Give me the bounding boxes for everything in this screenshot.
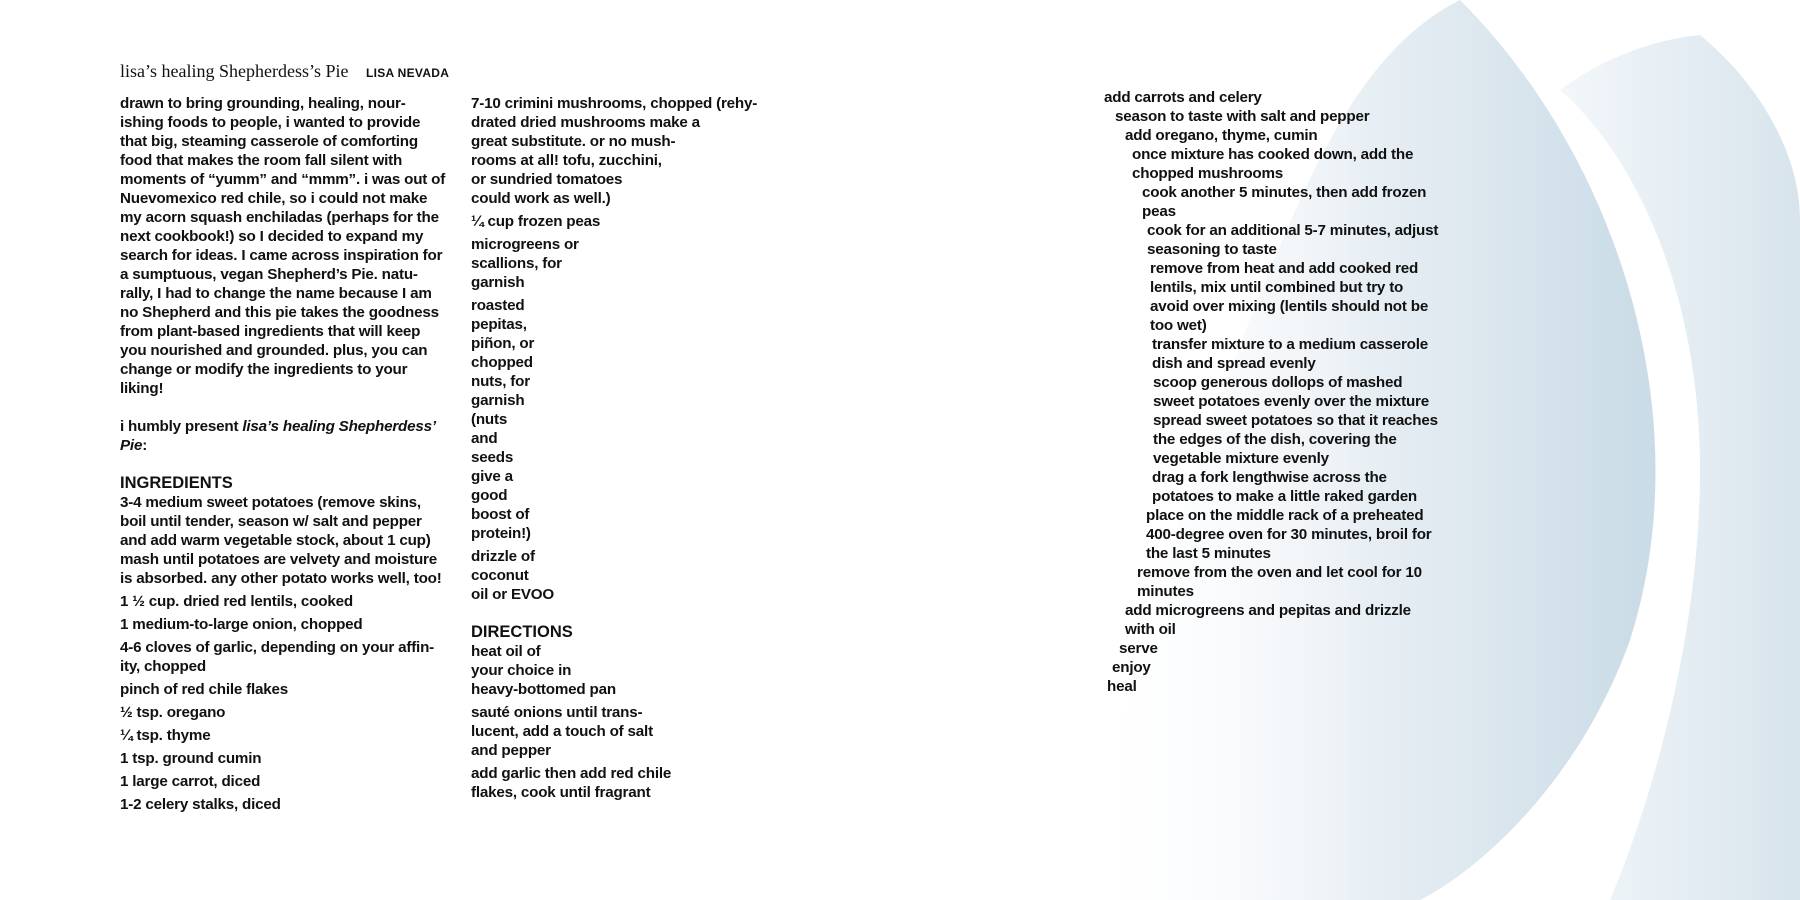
direction-step: enjoy bbox=[1112, 659, 1151, 676]
ingredient-item: pinch of red chile flakes bbox=[120, 681, 289, 698]
ingredient-item: 7-10 crimini mushrooms, chopped (rehy- drated dried mushrooms make a great substitute. or no mush- rooms at all! tofu, zucchini, or sundried tomatoes could work as well.) bbox=[471, 95, 758, 207]
ingredients-heading: INGREDIENTS bbox=[120, 474, 233, 492]
ingredient-item: 1 ½ cup. dried red lentils, cooked bbox=[120, 593, 353, 610]
direction-step: cook another 5 minutes, then add frozen peas bbox=[1142, 184, 1427, 220]
direction-step: add microgreens and pepitas and drizzle with oil bbox=[1125, 602, 1411, 638]
direction-step: drag a fork lengthwise across the potatoes to make a little raked garden bbox=[1152, 469, 1418, 505]
direction-step: cook for an additional 5-7 minutes, adjust seasoning to taste bbox=[1147, 222, 1439, 258]
direction-step: once mixture has cooked down, add the chopped mushrooms bbox=[1132, 146, 1414, 182]
direction-step: add carrots and celery bbox=[1104, 89, 1262, 106]
direction-step: remove from the oven and let cool for 10 minutes bbox=[1137, 564, 1422, 600]
ingredient-item: 1 tsp. ground cumin bbox=[120, 750, 262, 767]
direction-step: transfer mixture to a medium casserole dish and spread evenly bbox=[1152, 336, 1429, 372]
ingredient-item: 3-4 medium sweet potatoes (remove skins, boil until tender, season w/ salt and pepper and add warm vegetable stock, about 1 cup) mash until potatoes are velvety and moisture is absorbed. any other potato works well, too! bbox=[120, 494, 442, 587]
recipe-header bbox=[120, 61, 449, 82]
direction-step: place on the middle rack of a preheated 400-degree oven for 30 minutes, broil for the last 5 minutes bbox=[1146, 507, 1432, 562]
direction-step: add oregano, thyme, cumin bbox=[1125, 127, 1318, 144]
present-line bbox=[120, 417, 455, 455]
column-intro-ingredients bbox=[120, 94, 455, 814]
ingredient-item: roasted pepitas, piñon, or chopped nuts, for garnish (nuts and seeds give a good boost of protein!) bbox=[471, 297, 535, 542]
column-ingredients-directions bbox=[471, 94, 771, 802]
direction-step: heat oil of your choice in heavy-bottomed pan bbox=[471, 643, 616, 698]
ingredient-item: microgreens or scallions, for garnish bbox=[471, 236, 579, 291]
direction-step: serve bbox=[1119, 640, 1158, 657]
ingredient-item: 1-2 celery stalks, diced bbox=[120, 796, 281, 813]
direction-step: add garlic then add red chile flakes, cook until fragrant bbox=[471, 765, 672, 801]
direction-step: scoop generous dollops of mashed sweet potatoes evenly over the mixture bbox=[1153, 374, 1430, 410]
direction-step: heal bbox=[1107, 678, 1137, 695]
direction-step: season to taste with salt and pepper bbox=[1115, 108, 1370, 125]
ingredient-item: ¼ cup frozen peas bbox=[471, 213, 601, 230]
ingredient-item: 1 large carrot, diced bbox=[120, 773, 261, 790]
ingredient-item: 4-6 cloves of garlic, depending on your affin- ity, chopped bbox=[120, 639, 435, 675]
directions-heading: DIRECTIONS bbox=[471, 623, 573, 641]
present-prefix: i humbly present bbox=[120, 418, 243, 435]
present-dish-name: lisa’s healing Shepherdess’ Pie bbox=[120, 418, 436, 454]
ingredient-item: ¼ tsp. thyme bbox=[120, 727, 211, 744]
direction-step: sauté onions until trans- lucent, add a touch of salt and pepper bbox=[471, 704, 653, 759]
recipe-title: lisa’s healing Shepherdess’s Pie bbox=[120, 61, 349, 81]
column-directions-continued bbox=[1085, 88, 1485, 696]
ingredient-item: ½ tsp. oregano bbox=[120, 704, 226, 721]
ingredient-item: drizzle of coconut oil or EVOO bbox=[471, 548, 555, 603]
intro-paragraph: drawn to bring grounding, healing, nour- ishing foods to people, i wanted to provide that big, steaming casserole of comforting food that makes the room fall silent with moments of “yumm” and “mmm”. i was out of Nuevomexico red chile, so i could not make my acorn squash enchiladas (perhaps for the next cookbook!) so I decided to expand my search for ideas. I came across inspiration for a sumptuous, vegan Shepherd’s Pie. natu- rally, I had to change the name because I am no Shepherd and this pie takes the goodness from plant-based ingredients that will keep you nourished and grounded. plus, you can change or modify the ingredients to your liking! bbox=[120, 95, 446, 397]
direction-step: remove from heat and add cooked red lentils, mix until combined but try to avoid over mixing (lentils should not be too wet) bbox=[1150, 260, 1429, 334]
ingredient-item: 1 medium-to-large onion, chopped bbox=[120, 616, 363, 633]
direction-step: spread sweet potatoes so that it reaches the edges of the dish, covering the vegetable mixture evenly bbox=[1153, 412, 1438, 467]
author-name: LISA NEVADA bbox=[365, 66, 450, 80]
present-suffix: : bbox=[142, 437, 148, 454]
